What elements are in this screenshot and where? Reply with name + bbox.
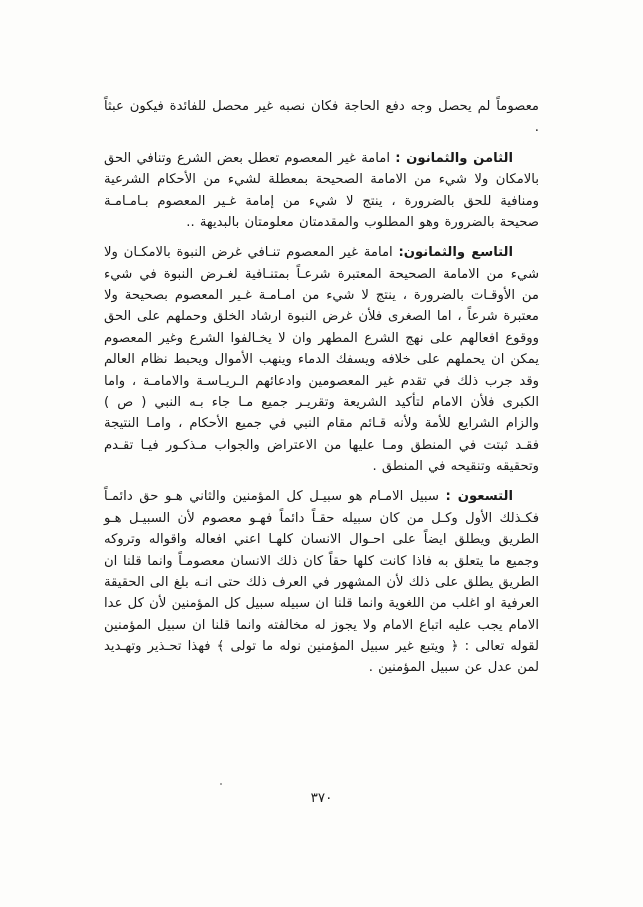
paragraph-lead-eighty-eighth: الثامن والثمانون : (395, 150, 513, 166)
paragraph-text-eighty-ninth: امامة غير المعصوم تنـافي غرض النبوة بالامكـان ولا شيء من الامامة الصحيحة المعتبرة شرعـاً بمتنـافية لغـرض النبوة في شيء من الأوقـات بالضرورة ، ينتج لا شيء من امـامـة غـير المعصوم بصحيحة ولا معتبرة شرعاً ، اما الصغرى فلأن غرض النبوة ارشاد الخلق وحملهم على الحق ووقوع افعالهم على نهج الشرع المطهر وان لا يخـالفوا الشرع وغير المعصوم يمكن ان يحملهم على خلافه ويسفك الدماء وينهب الأموال ويحبط نظام العالم وقد جرب ذلك في تقدم غير المعصومين وادعائهم الـريـاسـة والامامـة ، واما الكبرى فلأن الامام لتأكيد الشريعة وتقريـر جميع مـا جاء بـه النبي ( ص ) والزام الشرايع للأمة ولأنه قـائم مقام النبي في جميع الأحكام ، وامـا النتيجة فقـد ثبتت في المنطق ومـا عليها من الاعتراض والجواب مـذكـور فيـا تقـدم وتحقيقه وتنقيحه في المنطق . (104, 245, 539, 474)
paragraph-opening: معصوماً لم يحصل وجه دفع الحاجة فكان نصبه غير محصل للفائدة فيكون عبثاً . (104, 99, 539, 136)
page-speck-lower (220, 783, 222, 785)
page-body-text (104, 96, 539, 688)
paragraph-eighty-eighth (104, 148, 539, 234)
page-number: ٣٧٠ (310, 790, 333, 806)
paragraph-eighty-ninth (104, 242, 539, 477)
paragraph-ninetieth (104, 486, 539, 678)
paragraph-lead-ninetieth: التسعون : (445, 489, 513, 505)
paragraph-text-eighty-eighth: امامة غير المعصوم تعطل بعض الشرع وتنافي الحق بالامكان ولا شيء من الامامة الصحيحة بمعطلة لشيء من الأحكام الشرعية ومنافية للحق بالضرورة ، ينتج لا شيء من إمامة غـير المعصوم بـامـامـة صحيحة بالضرورة وهو المطلوب والمقدمتان معلومتان بالبديهة .. (104, 150, 539, 230)
paragraph-text-ninetieth: سبيل الامـام هو سبيـل كل المؤمنين والثاني هـو حق دائمـاً فكـذلك الأول وكـل من كان سبيله حقـاً دائماً فهـو معصوم لأن السبيـل هـو الطريق ويطلق ايضاً على احـوال الانسان كلهـا اعني افعاله واقواله وتروكه وجميع ما يتعلق به فاذا كانت كلها حقاً كان ذلك الانسان معصومـاً وانما قلنا ان الطريق يطلق على ذلك لأن المشهور في العرف ذلك حتى انـه بلغ الى الحقيقة العرفية او اغلب من اللغوية وانما قلنا ان سبيله سبيل كل المؤمنين لأن كل عدا الامام يجب عليه اتباع الامام ولا يجوز له مخالفته وانما قلنا ان سبيل المؤمنين لقوله تعالى : ﴿ ويتبع غير سبيل المؤمنين نوله ما تولى ﴾ فهذا تحـذير وتهـديد لمن عدل عن سبيل المؤمنين . (104, 489, 539, 676)
paragraph-lead-eighty-ninth: التاسع والثمانون: (398, 245, 513, 261)
